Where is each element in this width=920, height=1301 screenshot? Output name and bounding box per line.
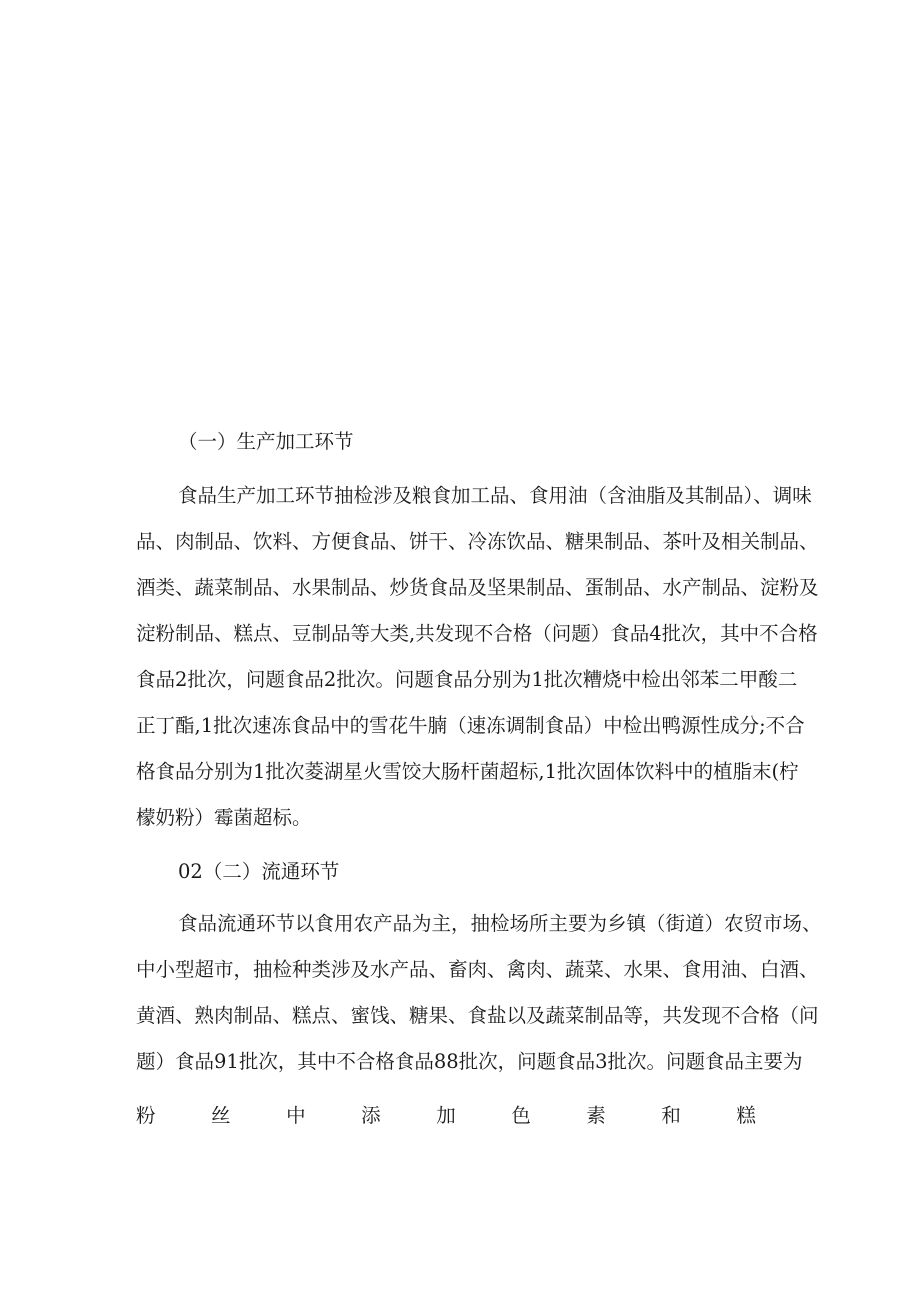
paragraph-2-line-5	[136, 1104, 756, 1128]
paragraph-1-line-1: 食品生产加工环节抽检涉及粮食加工品、食用油（含油脂及其制品）、调味	[178, 484, 812, 507]
paragraph-2-line-3: 黄酒、熟肉制品、糕点、蜜饯、糖果、食盐以及蔬菜制品等，共发现不合格（问	[136, 1004, 819, 1027]
spread-char: 添	[361, 1104, 381, 1127]
paragraph-1-line-8: 檬奶粉）霉菌超标。	[136, 806, 312, 829]
paragraph-1-line-6: 正丁酯,1批次速冻食品中的雪花牛腩（速冻调制食品）中检出鸭源性成分;不合	[136, 714, 805, 737]
section-1-heading: （一）生产加工环节	[178, 430, 354, 453]
spread-char: 加	[436, 1104, 456, 1127]
spread-char: 粉	[136, 1104, 156, 1127]
paragraph-2-line-4: 题）食品91批次，其中不合格食品88批次，问题食品3批次。问题食品主要为	[136, 1050, 803, 1073]
spread-char: 丝	[211, 1104, 231, 1127]
paragraph-1-line-7: 格食品分别为1批次菱湖星火雪饺大肠杆菌超标,1批次固体饮料中的植脂末(柠	[136, 760, 799, 783]
spread-char: 糕	[736, 1104, 756, 1127]
paragraph-1-line-5: 食品2批次，问题食品2批次。问题食品分别为1批次糟烧中检出邻苯二甲酸二	[136, 668, 798, 691]
section-2-heading: 02（二）流通环节	[178, 860, 340, 883]
paragraph-2-line-1: 食品流通环节以食用农产品为主，抽检场所主要为乡镇（街道）农贸市场、	[178, 912, 822, 935]
spread-char: 中	[286, 1104, 306, 1127]
paragraph-2-line-2: 中小型超市，抽检种类涉及水产品、畜肉、禽肉、蔬菜、水果、食用油、白酒、	[136, 958, 819, 981]
paragraph-1-line-2: 品、肉制品、饮料、方便食品、饼干、冷冻饮品、糖果制品、茶叶及相关制品、	[136, 530, 819, 553]
paragraph-1-line-4: 淀粉制品、糕点、豆制品等大类,共发现不合格（问题）食品4批次，其中不合格	[136, 622, 818, 645]
spread-char: 素	[586, 1104, 606, 1127]
spread-char: 和	[661, 1104, 681, 1127]
paragraph-1-line-3: 酒类、蔬菜制品、水果制品、炒货食品及坚果制品、蛋制品、水产制品、淀粉及	[136, 576, 819, 599]
spread-char: 色	[511, 1104, 531, 1127]
